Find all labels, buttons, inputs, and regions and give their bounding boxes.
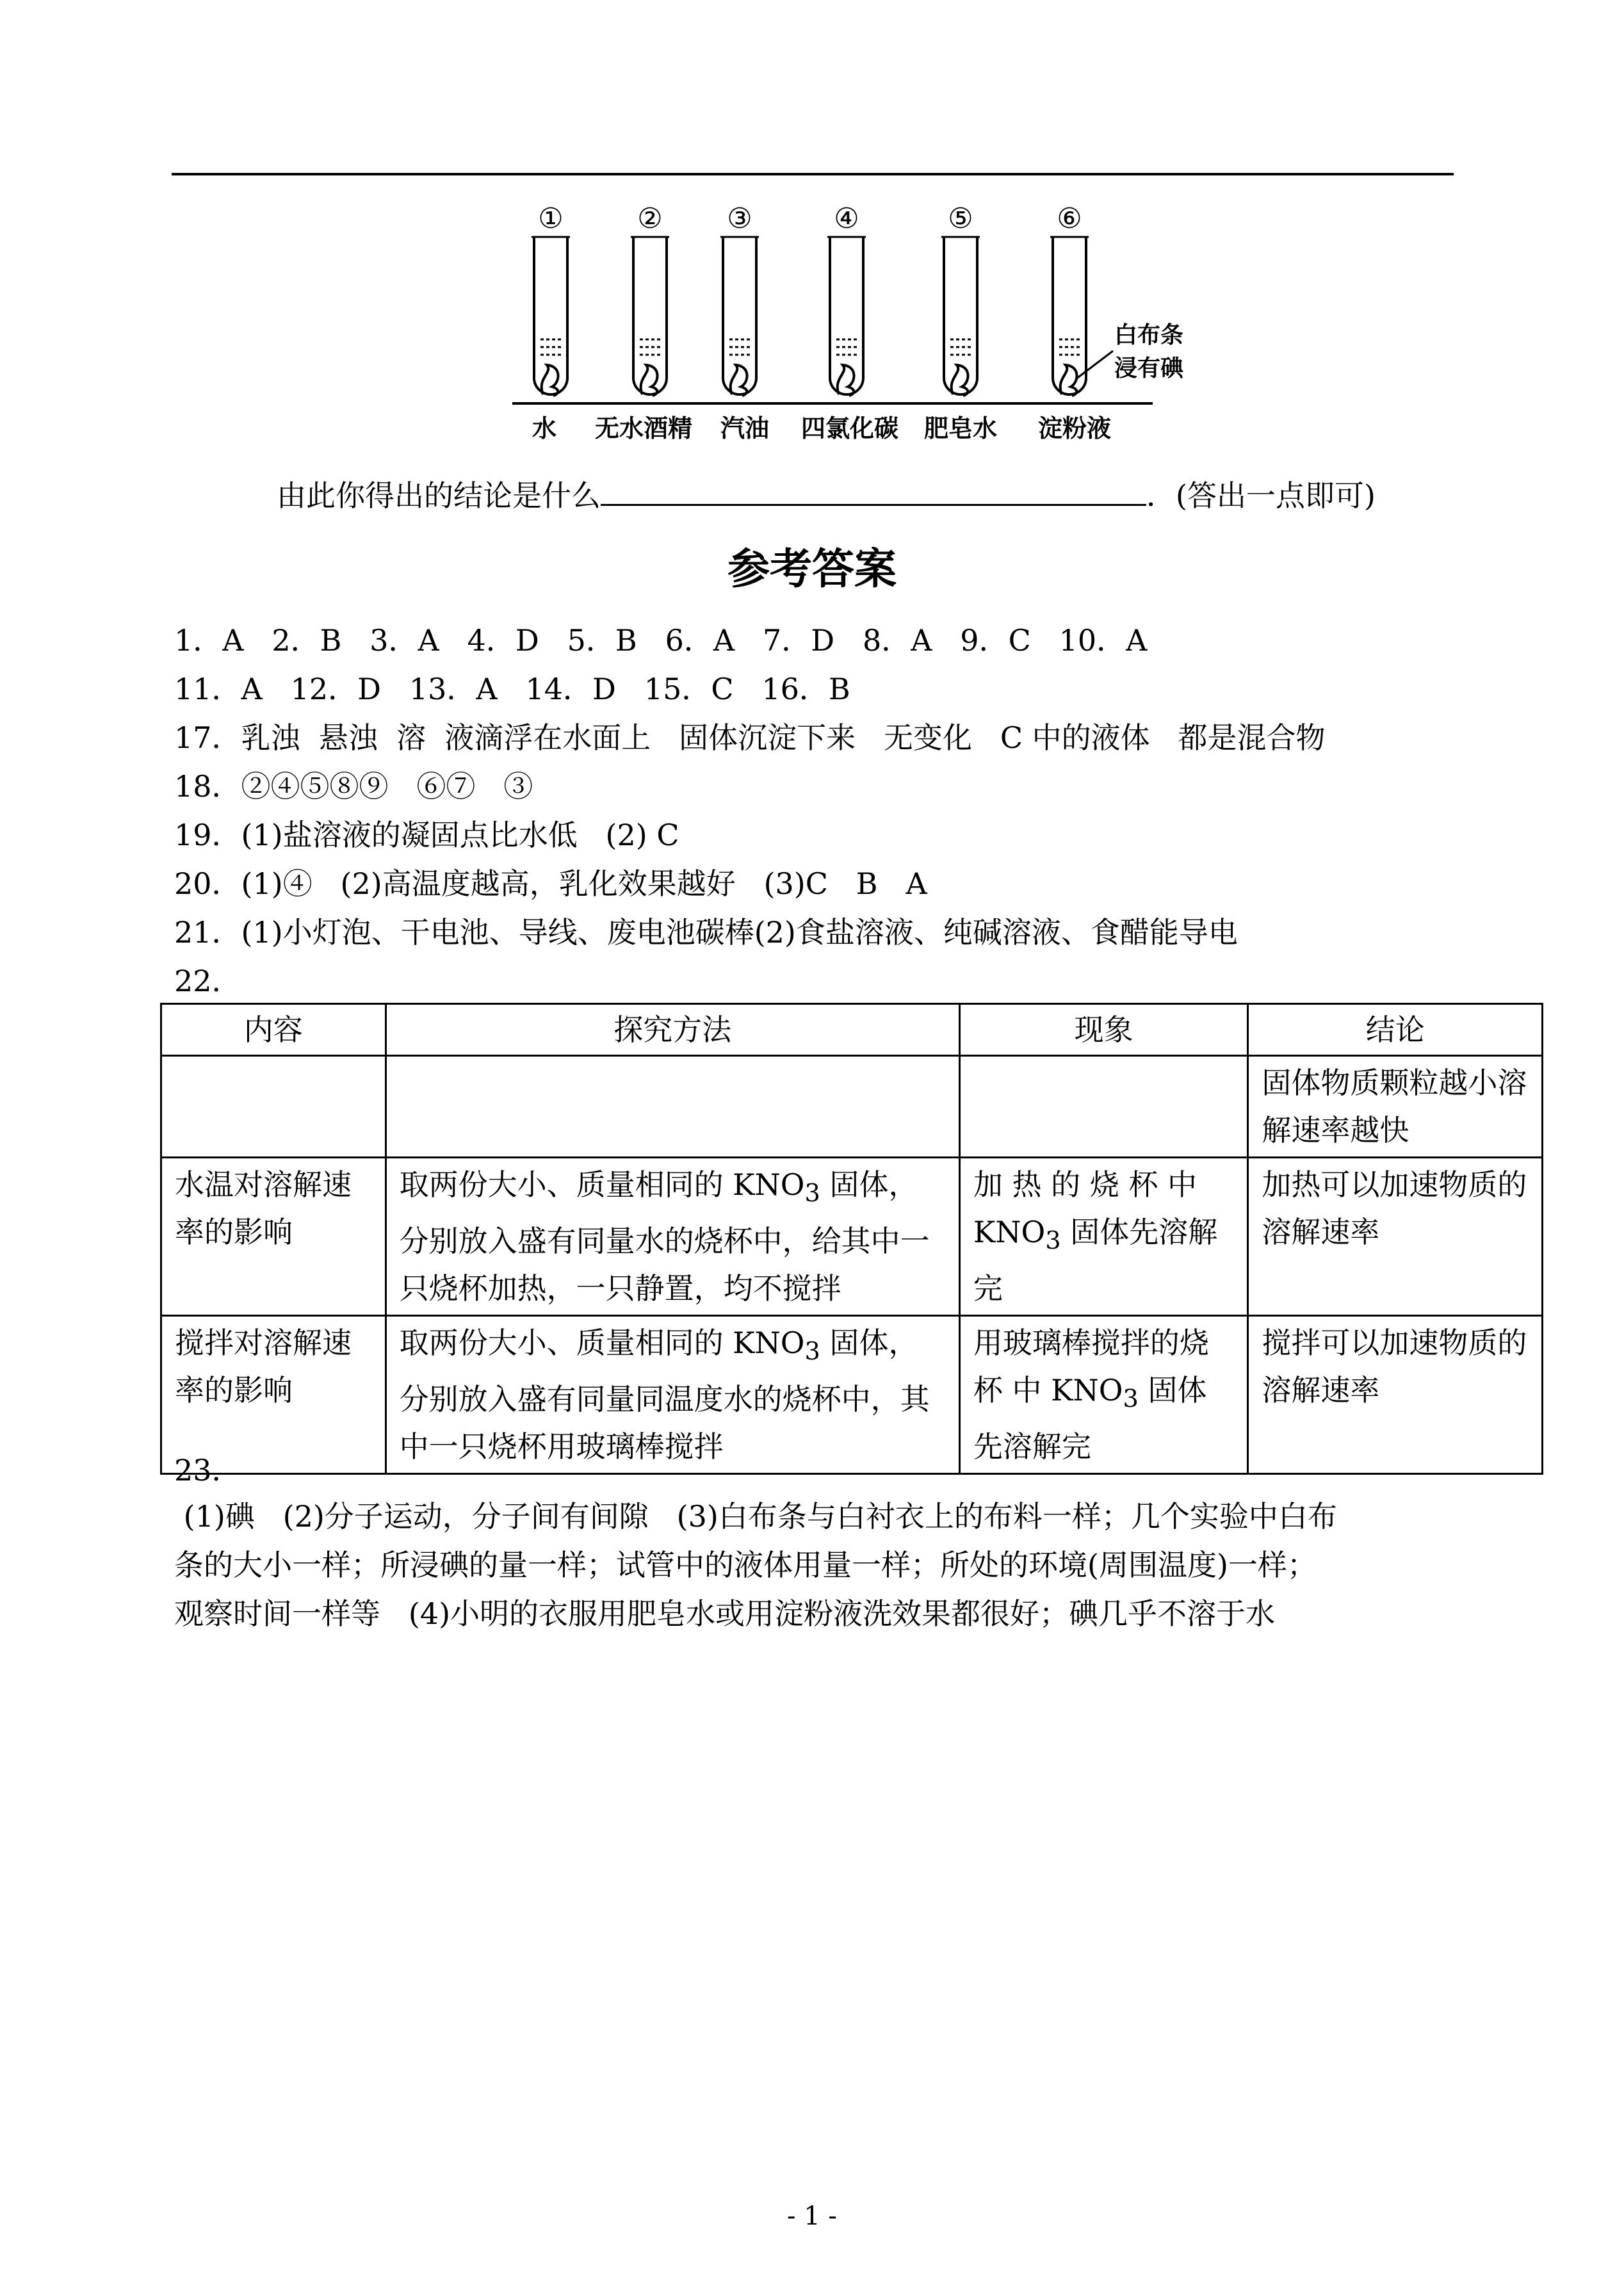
cloth-strip <box>838 365 854 396</box>
tube-label: 无水酒精 <box>594 414 693 442</box>
header-content: 内容 <box>161 1004 386 1056</box>
top-rule <box>172 173 1454 175</box>
table-cell: 加热可以加速物质的溶解速率 <box>1248 1158 1543 1316</box>
tube-label: 水 <box>532 414 557 442</box>
table-cell: 取两份大小、质量相同的 $KNO_3$ 固体，分别放入盛有同量同温度水的烧杯中，其中一只烧杯用玻璃棒搅拌 <box>386 1316 959 1474</box>
test-tube <box>830 237 863 394</box>
answer-line-1: 1．A 2．B 3．A 4．D 5．B 6．A 7．D 8．A 9．C 10．A <box>174 623 1148 658</box>
research-table <box>160 1003 1543 1475</box>
annotation-line-1: 白布条 <box>1114 322 1184 348</box>
cloth-strip <box>731 365 747 396</box>
header-method: 探究方法 <box>386 1004 959 1056</box>
test-tube <box>723 237 756 394</box>
test-tube <box>944 237 977 394</box>
q23-line-1: (1)碘 (2)分子运动，分子间有间隙 (3)白布条与白衬衣上的布料一样；几个实验中白布 <box>174 1499 1337 1534</box>
tube-number: ① <box>538 202 564 235</box>
answer-line-8: 22． <box>174 964 241 998</box>
test-tube <box>633 237 667 394</box>
q23-line-3: 观察时间一样等 (4)小明的衣服用肥皂水或用淀粉液洗效果都很好；碘几乎不溶于水 <box>174 1596 1276 1631</box>
conclusion-question <box>277 473 1376 515</box>
q23-line-2: 条的大小一样；所浸碘的量一样；试管中的液体用量一样；所处的环境(周围温度)一样； <box>174 1548 1317 1582</box>
answer-line-7: 21．(1)小灯泡、干电池、导线、废电池碳棒(2)食盐溶液、纯碱溶液、食醋能导电 <box>174 915 1238 950</box>
table-cell: 水温对溶解速率的影响 <box>161 1158 386 1316</box>
cloth-strip <box>1060 365 1077 396</box>
table-row <box>161 1158 1543 1316</box>
section-title: 参考答案 <box>727 544 897 594</box>
answer-line-5: 19．(1)盐溶液的凝固点比水低 (2) C <box>174 818 679 852</box>
strip-annotation <box>1114 319 1183 385</box>
header-phenomenon: 现象 <box>959 1004 1247 1056</box>
question-prefix: 由此你得出的结论是什么 <box>277 478 601 513</box>
table-cell <box>959 1056 1247 1158</box>
tube-label: 汽油 <box>720 414 770 442</box>
tube-number: ④ <box>834 202 859 235</box>
table-cell <box>161 1056 386 1158</box>
cloth-strip <box>641 365 658 396</box>
table-cell: 取两份大小、质量相同的 $KNO_3$ 固体，分别放入盛有同量水的烧杯中，给其中一只烧杯加热，一只静置，均不搅拌 <box>386 1158 959 1316</box>
tube-label: 淀粉液 <box>1037 414 1112 442</box>
answer-blank[interactable] <box>601 474 1146 506</box>
page-number: - 1 - <box>787 2202 837 2231</box>
answer-line-2: 11．A 12．D 13．A 14．D 15．C 16．B <box>174 672 850 706</box>
answer-line-4: 18．②④⑤⑧⑨ ⑥⑦ ③ <box>174 769 533 804</box>
table-cell: 用玻璃棒搅拌的烧 杯 中 $KNO_3$ 固体先溶解完 <box>959 1316 1247 1474</box>
q23-answer <box>174 1492 1455 1638</box>
q23-label: 23． <box>174 1453 241 1488</box>
table-cell: 加 热 的 烧 杯 中 $KNO_3$ 固体先溶解完 <box>959 1158 1247 1316</box>
question-suffix: ．(答出一点即可) <box>1146 478 1376 513</box>
tube-number: ③ <box>727 202 752 235</box>
answer-line-6: 20．(1)④ (2)高温度越高，乳化效果越好 (3)C B A <box>174 866 927 901</box>
tube-number: ⑥ <box>1057 202 1082 235</box>
tube-label: 肥皂水 <box>923 414 998 442</box>
test-tube-figure <box>512 202 1230 461</box>
answer-list <box>174 616 1326 1005</box>
cloth-strip <box>952 365 968 396</box>
annotation-line-2: 浸有碘 <box>1114 355 1184 382</box>
table-row <box>161 1316 1543 1474</box>
tube-label: 四氯化碳 <box>800 414 899 442</box>
tube-number: ⑤ <box>948 202 973 235</box>
test-tube <box>534 237 567 394</box>
table-header-row <box>161 1004 1543 1056</box>
table-cell <box>386 1056 959 1158</box>
answer-line-3: 17．乳浊 悬浊 溶 液滴浮在水面上 固体沉淀下来 无变化 C 中的液体 都是混合物 <box>174 720 1326 755</box>
test-tube <box>1053 237 1086 394</box>
tube-number: ② <box>637 202 663 235</box>
cloth-strip <box>542 365 558 396</box>
header-conclusion: 结论 <box>1248 1004 1543 1056</box>
table-cell: 固体物质颗粒越小溶解速率越快 <box>1248 1056 1543 1158</box>
table-row <box>161 1056 1543 1158</box>
table-cell: 搅拌可以加速物质的溶解速率 <box>1248 1316 1543 1474</box>
table-cell: 搅拌对溶解速率的影响 <box>161 1316 386 1474</box>
